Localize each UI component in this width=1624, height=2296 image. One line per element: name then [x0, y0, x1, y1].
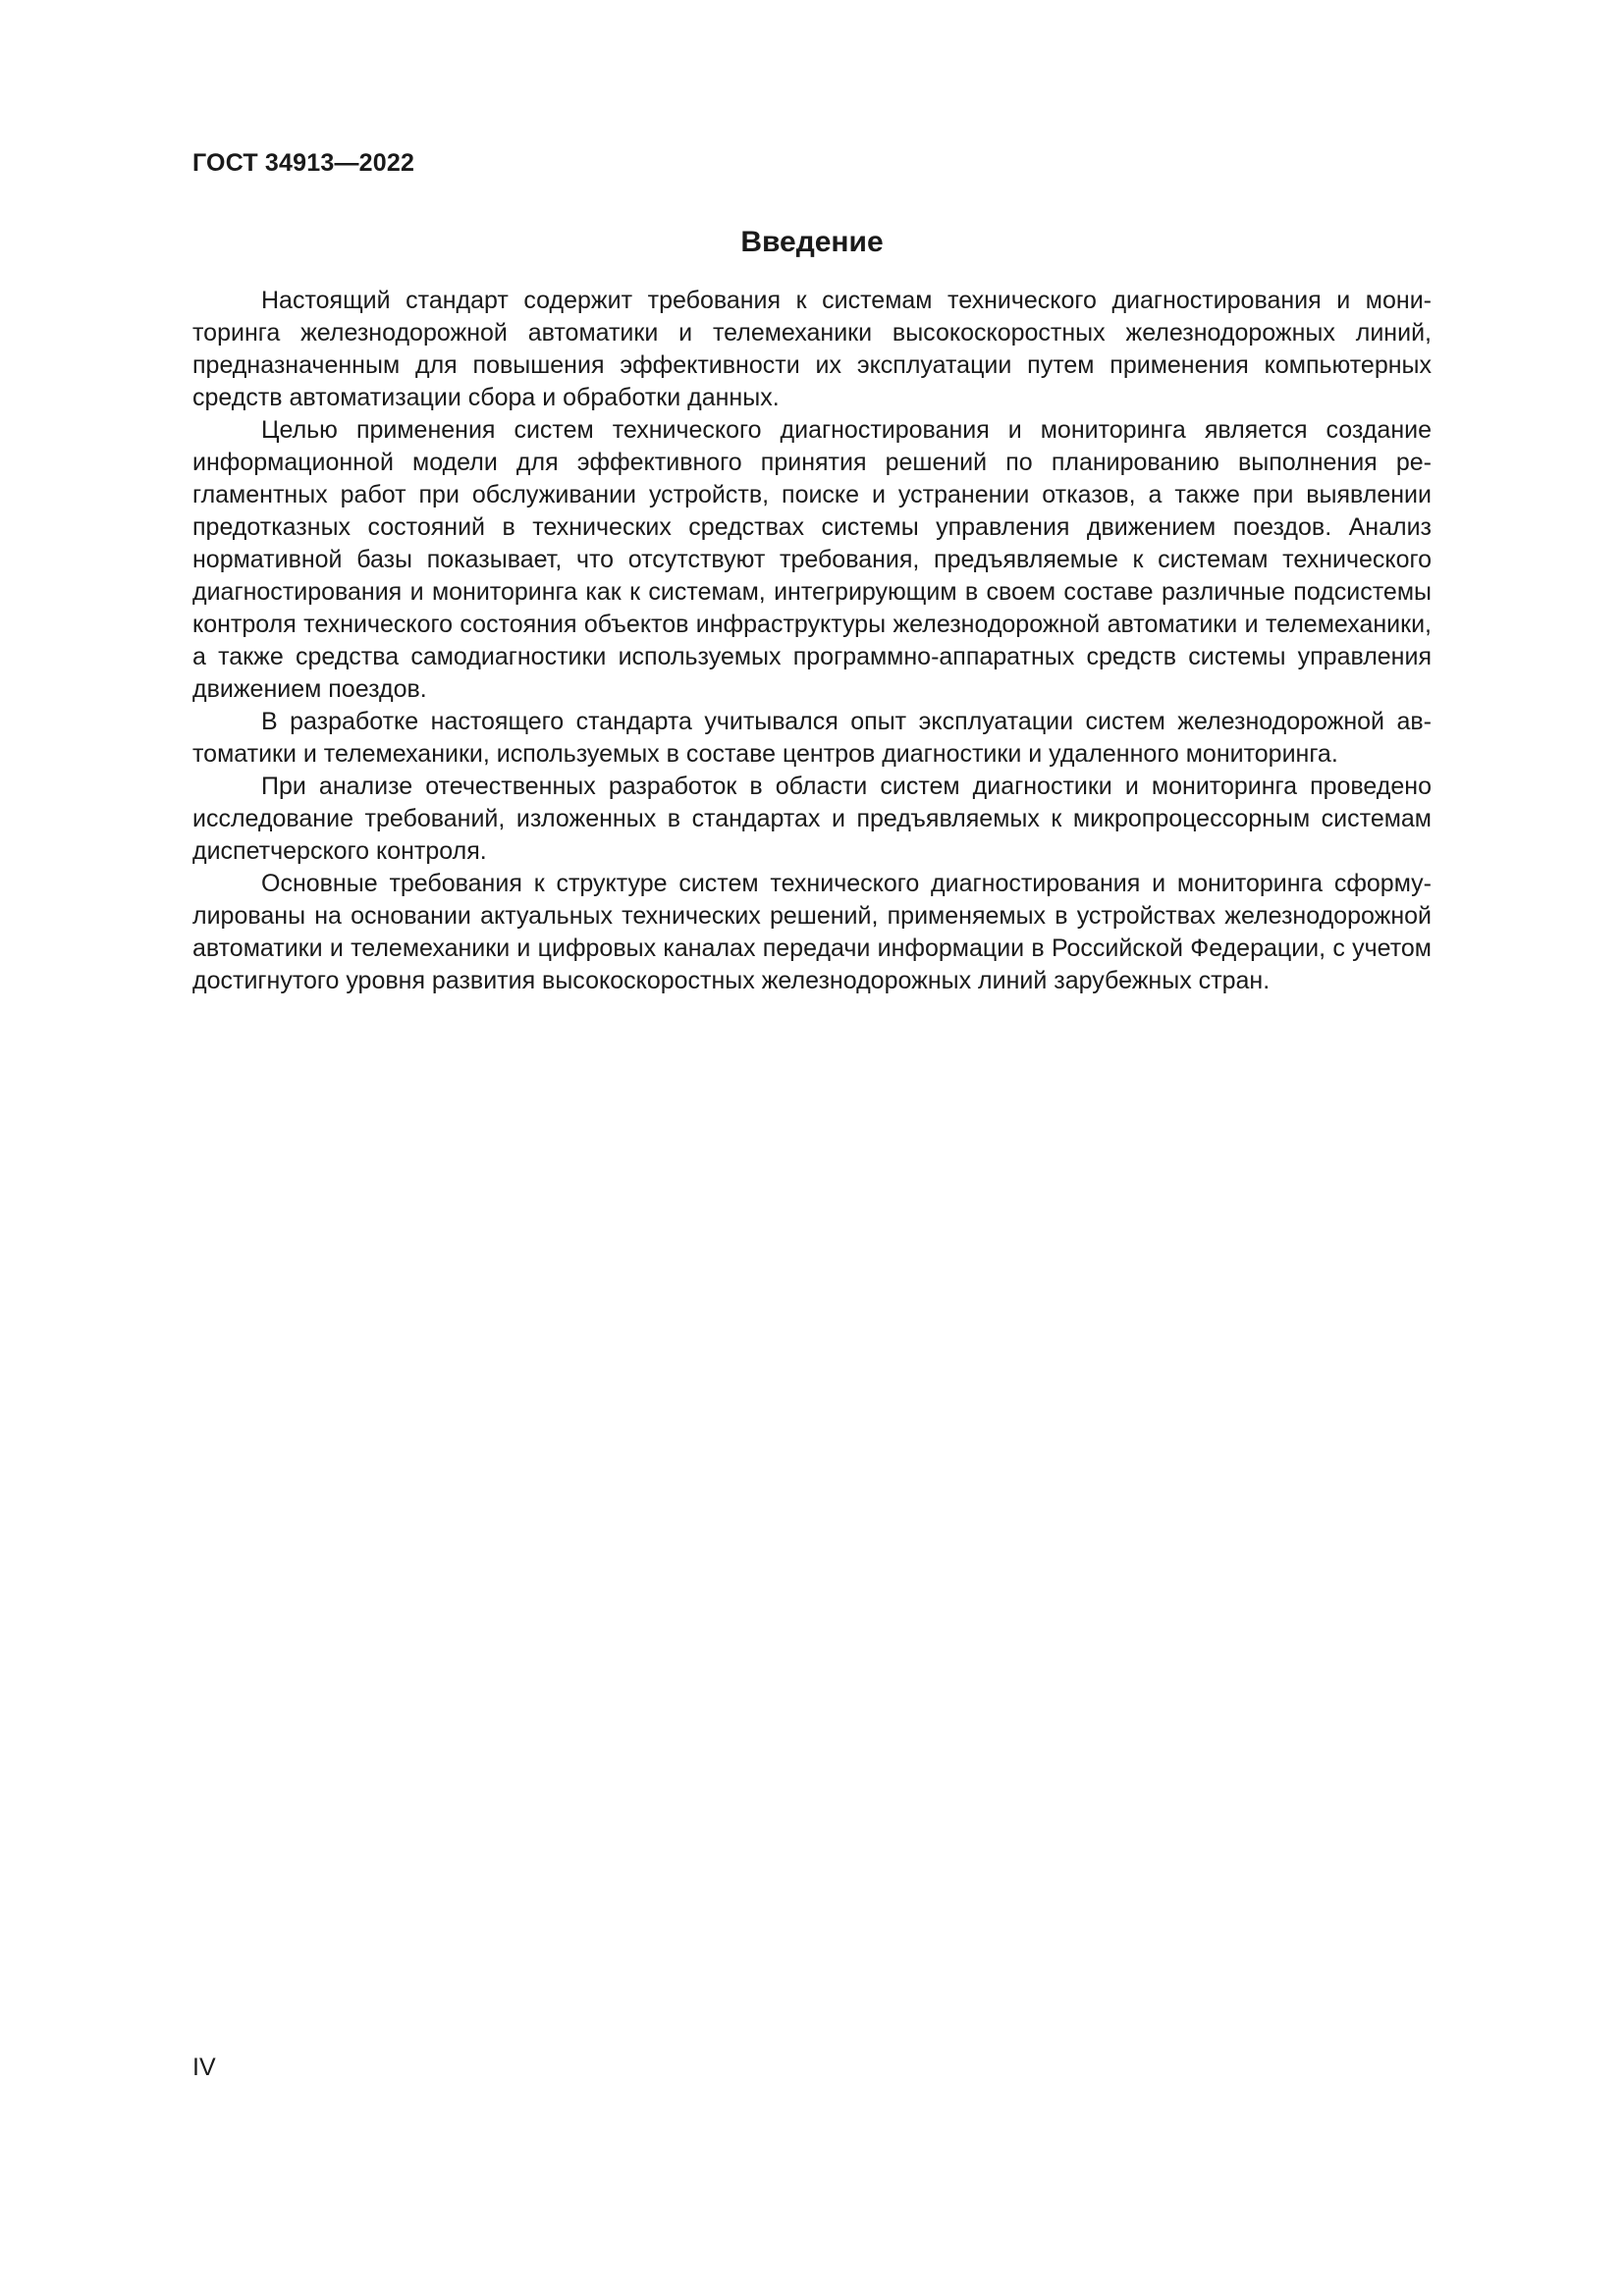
section-title: Введение	[740, 226, 884, 258]
standard-designation: ГОСТ 34913—2022	[192, 149, 415, 177]
paragraph: Настоящий стандарт содержит требования к системам технического диагностирования и мониторинга железнодорожной автоматики и телемеханики высокоскоростных железнодорожных линий, предназначенным для повышения эффективности их эксплуатации путем применения компьютерных средств автоматизации сбора и обработки данных.	[192, 287, 1432, 411]
introduction-body	[192, 285, 1432, 997]
paragraph: При анализе отечественных разработок в области систем диагностики и мониторинга проведено исследование требований, изложенных в стандартах и предъявляемых к микропроцессорным системам диспетчерского контроля.	[192, 773, 1432, 865]
paragraph: Целью применения систем технического диагностирования и мониторинга является создание информационной модели для эффективного принятия решений по планированию выполнения регламентных работ при обслуживании устройств, поиске и устранении отказов, а также при выявлении предотказных состояний в технических средствах системы управления движением поездов. Анализ нормативной базы показывает, что отсутствуют требования, предъявляемые к системам технического диагностирования и мониторинга как к системам, интегрирующим в своем составе различные подсистемы контроля технического состояния объектов инфраструктуры железнодорожной автоматики и телемеханики, а также средства самодиагностики используемых программно-аппаратных средств системы управления движением поездов.	[192, 416, 1432, 703]
paragraph: Основные требования к структуре систем технического диагностирования и мониторинга сформулированы на основании актуальных технических решений, применяемых в устройствах железнодорожной автоматики и телемеханики и цифровых каналах передачи информации в Российской Федерации, с учетом достигнутого уровня развития высокоскоростных железнодорожных линий зарубежных стран.	[192, 870, 1432, 994]
paragraph: В разработке настоящего стандарта учитывался опыт эксплуатации систем железнодорожной автоматики и телемеханики, используемых в составе центров диагностики и удаленного мониторинга.	[192, 708, 1432, 768]
page-number: IV	[192, 2054, 216, 2081]
